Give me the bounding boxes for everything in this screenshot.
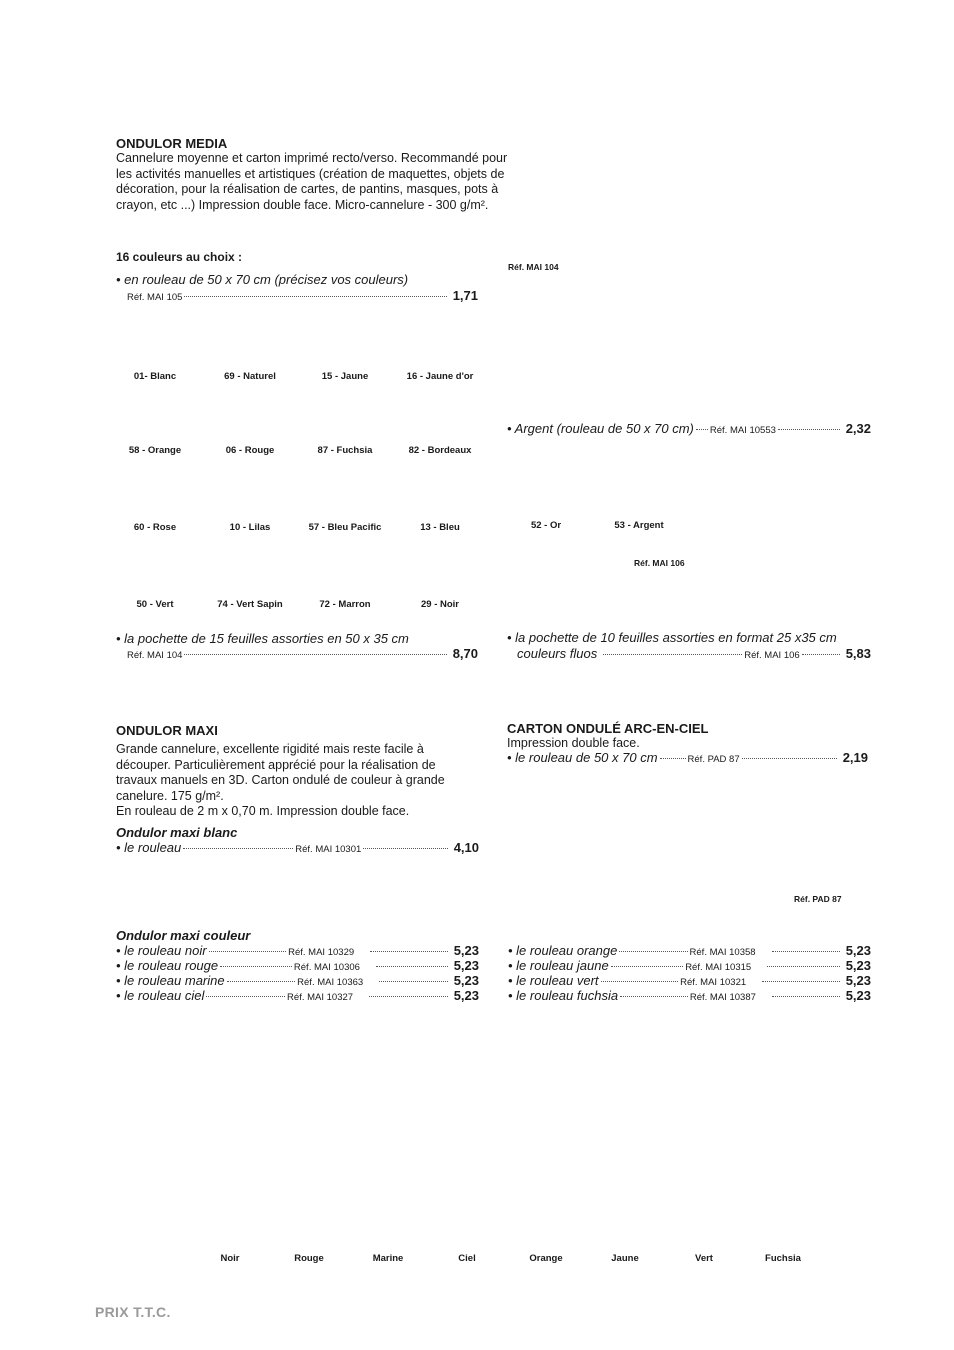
argent-row — [507, 421, 871, 436]
roll-price-row — [127, 288, 478, 303]
leader-dots — [369, 996, 448, 997]
swatch-label: Noir — [220, 1253, 240, 1264]
item-ref: Réf. MAI 10329 — [288, 947, 355, 958]
blanc-price-row — [116, 840, 479, 855]
leader-dots — [772, 996, 840, 997]
couleur-title: Ondulor maxi couleur — [116, 928, 251, 943]
roll-label: • en rouleau de 50 x 70 cm (précisez vos couleurs) — [116, 272, 409, 287]
swatch-label: 15 - Jaune — [321, 371, 369, 382]
swatch-label: 58 - Orange — [128, 445, 182, 456]
item-label: • le rouleau ciel — [116, 988, 205, 1003]
pochette-label: • la pochette de 15 feuilles assorties en 50 x 35 cm — [116, 631, 409, 646]
list-item — [508, 958, 871, 973]
media-desc-line: les activités manuelles et artistiques (création de maquettes, objets de — [116, 166, 505, 181]
swatch-label: 53 - Argent — [614, 520, 664, 531]
leader-dots — [767, 966, 840, 967]
maxi-desc-line: En rouleau de 2 m x 0,70 m. Impression double face. — [116, 804, 410, 818]
blanc-ref: Réf. MAI 10301 — [295, 844, 362, 855]
item-price: 5,23 — [453, 943, 479, 958]
leader-dots — [209, 951, 287, 952]
argent-price: 2,32 — [845, 421, 871, 436]
blanc-title: Ondulor maxi blanc — [116, 825, 238, 840]
leader-dots — [603, 654, 742, 655]
leader-dots — [742, 758, 837, 759]
argent-label: • Argent (rouleau de 50 x 70 cm) — [507, 421, 694, 436]
list-item — [116, 973, 479, 988]
item-label: • le rouleau vert — [508, 973, 599, 988]
item-label: • le rouleau noir — [116, 943, 207, 958]
fluo-price: 5,83 — [845, 646, 871, 661]
arc-description: Impression double face. — [507, 736, 640, 750]
leader-dots — [601, 981, 679, 982]
arc-ref: Réf. PAD 87 — [687, 754, 740, 765]
maxi-desc-line: découper. Particulièrement apprécié pour la réalisation de — [116, 757, 436, 772]
maxi-desc-line: travaux manuels en 3D. Carton ondulé de couleur à grande — [116, 773, 445, 787]
item-price: 5,23 — [845, 988, 871, 1003]
leader-dots — [772, 951, 840, 952]
swatch-label: 82 - Bordeaux — [408, 445, 472, 456]
list-item — [508, 943, 871, 958]
ref-label: Réf. PAD 87 — [794, 894, 842, 904]
ref-label: Réf. MAI 106 — [634, 558, 685, 568]
leader-dots — [220, 966, 292, 967]
leader-dots — [802, 654, 840, 655]
item-label: • le rouleau marine — [116, 973, 225, 988]
swatch-label: 69 - Naturel — [224, 371, 276, 382]
item-price: 5,23 — [453, 988, 480, 1003]
colors-heading: 16 couleurs au choix : — [116, 250, 243, 264]
swatch-label: Orange — [529, 1253, 563, 1264]
arc-price: 2,19 — [842, 750, 868, 765]
roll-price: 1,71 — [452, 288, 478, 303]
fluo-label: • la pochette de 10 feuilles assorties en format 25 x35 cm — [507, 630, 837, 645]
swatch-label: 57 - Bleu Pacific — [308, 522, 382, 533]
media-title: ONDULOR MEDIA — [116, 136, 228, 151]
pochette-price-row — [127, 646, 478, 661]
item-price: 5,23 — [453, 958, 479, 973]
list-item — [116, 958, 479, 973]
swatch-label: 87 - Fuchsia — [317, 445, 373, 456]
swatch-label: Fuchsia — [765, 1253, 801, 1264]
leader-dots — [370, 951, 448, 952]
swatch-label: 16 - Jaune d'or — [406, 371, 474, 382]
leader-dots — [184, 654, 446, 655]
leader-dots — [762, 981, 840, 982]
roll-ref: Réf. MAI 105 — [127, 292, 183, 303]
leader-dots — [227, 981, 296, 982]
leader-dots — [184, 296, 446, 297]
swatch-label: Jaune — [611, 1253, 639, 1264]
swatch-label: 72 - Marron — [319, 599, 371, 610]
swatch-label: Rouge — [294, 1253, 324, 1264]
argent-ref: Réf. MAI 10553 — [709, 425, 776, 436]
arc-price-row — [507, 750, 868, 765]
footer-price-note: PRIX T.T.C. — [95, 1304, 171, 1320]
leader-dots — [778, 429, 840, 430]
arc-roll-label: • le rouleau de 50 x 70 cm — [507, 750, 658, 765]
pochette-ref: Réf. MAI 104 — [127, 650, 183, 661]
list-item — [116, 943, 479, 958]
item-ref: Réf. MAI 10387 — [689, 992, 756, 1003]
media-desc-line: Cannelure moyenne et carton imprimé recto/verso. Recommandé pour — [116, 151, 508, 165]
swatch-label: Marine — [372, 1253, 404, 1264]
ref-label: Réf. MAI 104 — [508, 262, 559, 272]
leader-dots — [620, 996, 688, 997]
list-item — [116, 988, 479, 1003]
leader-dots — [183, 848, 293, 849]
item-label: • le rouleau fuchsia — [508, 988, 619, 1003]
blanc-label: • le rouleau — [116, 840, 182, 855]
media-description — [116, 151, 566, 213]
item-price: 5,23 — [845, 943, 872, 958]
item-label: • le rouleau rouge — [116, 958, 219, 973]
swatch-label: 13 - Bleu — [420, 522, 460, 533]
media-desc-line: crayon, etc ...) Impression double face. Micro-cannelure - 300 g/m². — [116, 197, 489, 212]
maxi-description — [116, 742, 486, 820]
swatch-label: 74 - Vert Sapin — [217, 599, 283, 610]
leader-dots — [660, 758, 686, 759]
leader-dots — [611, 966, 684, 967]
item-label: • le rouleau orange — [508, 943, 618, 958]
right-price-list — [508, 943, 871, 1003]
swatch-label: 01- Blanc — [133, 371, 177, 382]
leader-dots — [696, 429, 708, 430]
swatch-label: 10 - Lilas — [229, 522, 271, 533]
pochette-price: 8,70 — [452, 646, 478, 661]
list-item — [508, 988, 871, 1003]
swatch-label: 29 - Noir — [420, 599, 459, 610]
maxi-desc-line: Grande cannelure, excellente rigidité mais reste facile à — [116, 742, 424, 756]
item-ref: Réf. MAI 10363 — [297, 977, 364, 988]
item-ref: Réf. MAI 10321 — [680, 977, 747, 988]
maxi-title: ONDULOR MAXI — [116, 723, 218, 738]
fluo-ref: Réf. MAI 106 — [744, 650, 800, 661]
leader-dots — [206, 996, 285, 997]
item-ref: Réf. MAI 10327 — [287, 992, 354, 1003]
swatch-label: 60 - Rose — [133, 522, 177, 533]
item-ref: Réf. MAI 10315 — [685, 962, 752, 973]
arc-title: CARTON ONDULÉ ARC-EN-CIEL — [507, 721, 709, 736]
swatch-label: 50 - Vert — [136, 599, 174, 610]
swatch-label: Vert — [695, 1253, 713, 1264]
swatch-label: 52 - Or — [530, 520, 562, 531]
leader-dots — [379, 981, 448, 982]
blanc-price: 4,10 — [453, 840, 479, 855]
swatch-label: 06 - Rouge — [225, 445, 275, 456]
item-label: • le rouleau jaune — [508, 958, 609, 973]
media-desc-line: décoration, pour la réalisation de cartes, de pantins, masques, pots à — [116, 182, 499, 196]
item-ref: Réf. MAI 10358 — [689, 947, 756, 958]
item-price: 5,23 — [845, 958, 871, 973]
leader-dots — [363, 848, 447, 849]
leader-dots — [376, 966, 448, 967]
list-item — [508, 973, 871, 988]
swatch-label: Ciel — [458, 1253, 476, 1264]
leader-dots — [619, 951, 687, 952]
item-ref: Réf. MAI 10306 — [293, 962, 360, 973]
fluo-label-2: couleurs fluos — [517, 646, 598, 661]
item-price: 5,23 — [453, 973, 480, 988]
left-price-list — [116, 943, 479, 1003]
fluo-price-row — [517, 646, 871, 661]
maxi-desc-line: canelure. 175 g/m². — [116, 788, 224, 803]
item-price: 5,23 — [845, 973, 872, 988]
